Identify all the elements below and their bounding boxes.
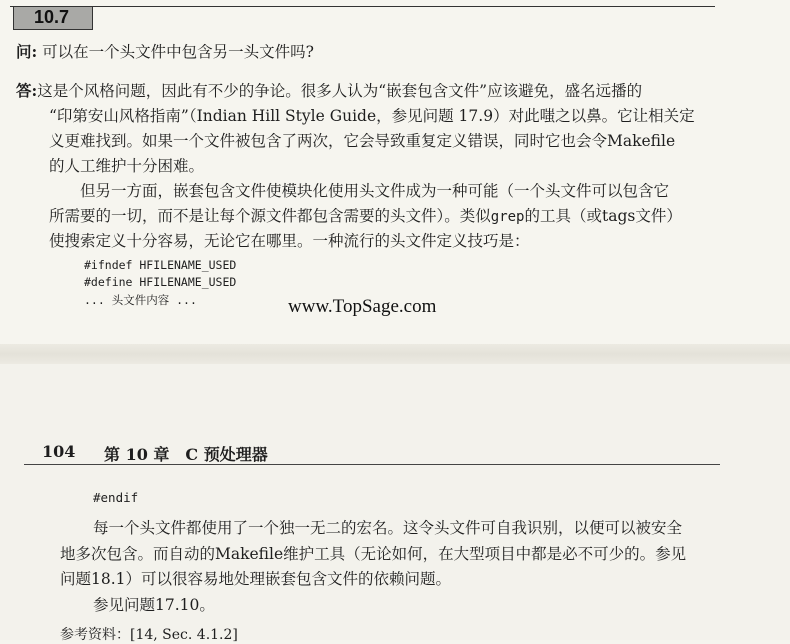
question-text: 可以在一个头文件中包含另一头文件吗?: [42, 43, 314, 61]
answer-text: 这是个风格问题，因此有不少的争论。很多人认为“嵌套包含文件”应该避免，盛名远播的: [37, 82, 643, 100]
answer-label: 答:: [16, 81, 38, 100]
answer-line-2: “印第安山风格指南”（Indian Hill Style Guide，参见问题 17.9）对此嗤之以鼻。它让相关定: [49, 107, 695, 125]
answer-line-6-start: 所需要的一切，而不是让每个源文件都包含需要的头文件）。类似: [49, 207, 491, 225]
answer-line-1: [16, 79, 642, 101]
answer-line-4: 的人工维护十分困难。: [49, 157, 205, 175]
body-line-3: 问题18.1）可以很容易地处理嵌套包含文件的依赖问题。: [60, 570, 452, 588]
code-line-contents: ... 头文件内容 ...: [84, 293, 197, 307]
code-line-ifndef: #ifndef HFILENAME_USED: [84, 258, 237, 272]
header-rule: [10, 6, 715, 7]
section-number-badge: 10.7: [13, 6, 93, 30]
question-line: [16, 40, 314, 62]
grep-code-word: grep: [490, 209, 525, 225]
answer-line-3: 义更难找到。如果一个文件被包含了两次，它会导致重复定义错误，同时它也会令Makefile: [49, 132, 676, 150]
answer-line-5: 但另一方面，嵌套包含文件使模块化使用头文件成为一种可能（一个头文件可以包含它: [80, 182, 670, 200]
see-also-line: 参见问题17.10。: [93, 596, 215, 614]
code-line-endif: #endif: [93, 490, 139, 505]
body-line-1: 每一个头文件都使用了一个独一无二的宏名。这令头文件可自我识别，以便可以被安全: [93, 519, 683, 537]
answer-line-7: 使搜索定义十分容易，无论它在哪里。一种流行的头文件定义技巧是：: [49, 232, 530, 250]
answer-line-6: [49, 204, 682, 226]
references-line: 参考资料：[14, Sec. 4.1.2]: [60, 627, 238, 643]
page-number: 104: [42, 442, 76, 461]
chapter-title: 第 10 章 C 预处理器: [104, 445, 268, 464]
answer-line-6-end: 的工具（或tags文件）: [524, 207, 682, 225]
question-label: 问:: [16, 42, 38, 61]
code-line-define: #define HFILENAME_USED: [84, 275, 237, 289]
watermark-text: www.TopSage.com: [288, 296, 437, 317]
page-gap: [0, 344, 790, 364]
body-line-2: 地多次包含。而自动的Makefile维护工具（无论如何，在大型项目中都是必不可少的。参见: [60, 545, 687, 563]
chapter-header-rule: [24, 464, 720, 465]
